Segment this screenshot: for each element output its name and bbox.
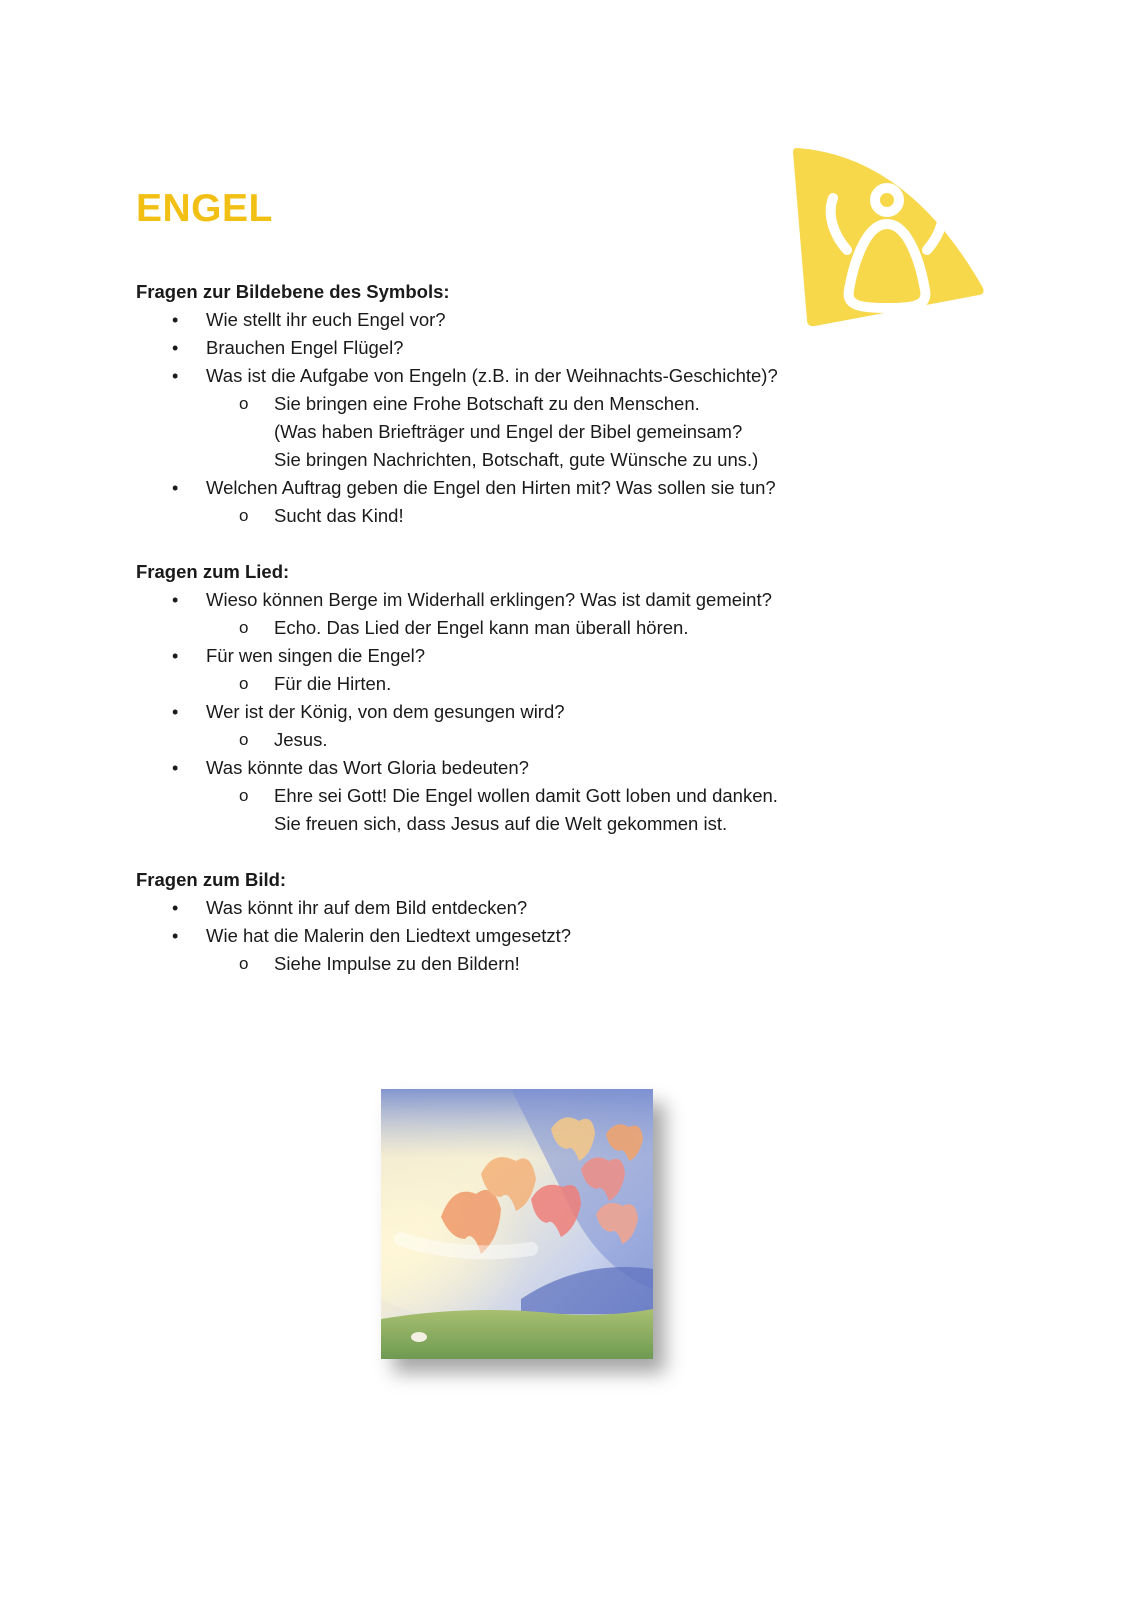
sub-list-item <box>136 502 896 530</box>
sub-list-item-text: Sie freuen sich, dass Jesus auf die Welt gekommen ist. <box>274 813 728 834</box>
bullet-icon: • <box>172 646 179 666</box>
section-spacer <box>136 838 896 866</box>
document-body <box>136 278 896 978</box>
circle-bullet-icon: o <box>239 618 249 637</box>
sub-list-item-text: (Was haben Briefträger und Engel der Bibel gemeinsam? <box>274 421 743 442</box>
list-item-text: Welchen Auftrag geben die Engel den Hirten mit? Was sollen sie tun? <box>206 477 776 498</box>
bullet-icon: • <box>172 702 179 722</box>
list-item <box>136 754 896 782</box>
bullet-icon: • <box>172 590 179 610</box>
list-item <box>136 922 896 950</box>
list-item-text: Brauchen Engel Flügel? <box>206 337 404 358</box>
circle-bullet-icon: o <box>239 394 249 413</box>
sub-list-item-text: Echo. Das Lied der Engel kann man überall hören. <box>274 617 689 638</box>
sub-list-item <box>136 390 896 418</box>
section-heading: Fragen zum Bild: <box>136 869 287 890</box>
list-item <box>136 586 896 614</box>
bullet-icon: • <box>172 310 179 330</box>
list-item-text: Für wen singen die Engel? <box>206 645 426 666</box>
list-item <box>136 362 896 390</box>
circle-bullet-icon: o <box>239 730 249 749</box>
sub-list-item <box>136 782 896 810</box>
list-item-text: Was ist die Aufgabe von Engeln (z.B. in der Weihnachts-Geschichte)? <box>206 365 778 386</box>
circle-bullet-icon: o <box>239 674 249 693</box>
list-item-text: Wie stellt ihr euch Engel vor? <box>206 309 446 330</box>
list-item <box>136 642 896 670</box>
sub-list-item-text: Sie bringen eine Frohe Botschaft zu den Menschen. <box>274 393 700 414</box>
circle-bullet-icon: o <box>239 506 249 525</box>
section-spacer <box>136 530 896 558</box>
bullet-icon: • <box>172 478 179 498</box>
bullet-icon: • <box>172 338 179 358</box>
angels-painting <box>381 1089 653 1359</box>
bullet-icon: • <box>172 366 179 386</box>
list-item <box>136 334 896 362</box>
sub-list-item-text: Sucht das Kind! <box>274 505 404 526</box>
list-item-text: Wer ist der König, von dem gesungen wird? <box>206 701 565 722</box>
sub-list-item <box>136 670 896 698</box>
bullet-icon: • <box>172 758 179 778</box>
sub-list-item-text: Ehre sei Gott! Die Engel wollen damit Gott loben und danken. <box>274 785 778 806</box>
sub-list-item-continuation <box>136 446 896 474</box>
circle-bullet-icon: o <box>239 954 249 973</box>
sub-list-item-text: Jesus. <box>274 729 328 750</box>
list-item <box>136 894 896 922</box>
sub-list-item-text: Sie bringen Nachrichten, Botschaft, gute Wünsche zu uns.) <box>274 449 759 470</box>
sub-list-item-text: Siehe Impulse zu den Bildern! <box>274 953 520 974</box>
sub-list-item <box>136 726 896 754</box>
list-item-text: Wieso können Berge im Widerhall erklingen? Was ist damit gemeint? <box>206 589 772 610</box>
section-heading: Fragen zur Bildebene des Symbols: <box>136 281 450 302</box>
sub-list-item-continuation <box>136 810 896 838</box>
circle-bullet-icon: o <box>239 786 249 805</box>
list-item-text: Wie hat die Malerin den Liedtext umgesetzt? <box>206 925 572 946</box>
list-item <box>136 698 896 726</box>
bullet-icon: • <box>172 898 179 918</box>
list-item-text: Was könnt ihr auf dem Bild entdecken? <box>206 897 528 918</box>
page-title: ENGEL <box>136 187 273 230</box>
sub-list-item <box>136 614 896 642</box>
sub-list-item-text: Für die Hirten. <box>274 673 392 694</box>
list-item-text: Was könnte das Wort Gloria bedeuten? <box>206 757 529 778</box>
sub-list-item <box>136 950 896 978</box>
list-item <box>136 474 896 502</box>
section-heading: Fragen zum Lied: <box>136 561 290 582</box>
bullet-icon: • <box>172 926 179 946</box>
list-item <box>136 306 896 334</box>
sub-list-item-continuation <box>136 418 896 446</box>
